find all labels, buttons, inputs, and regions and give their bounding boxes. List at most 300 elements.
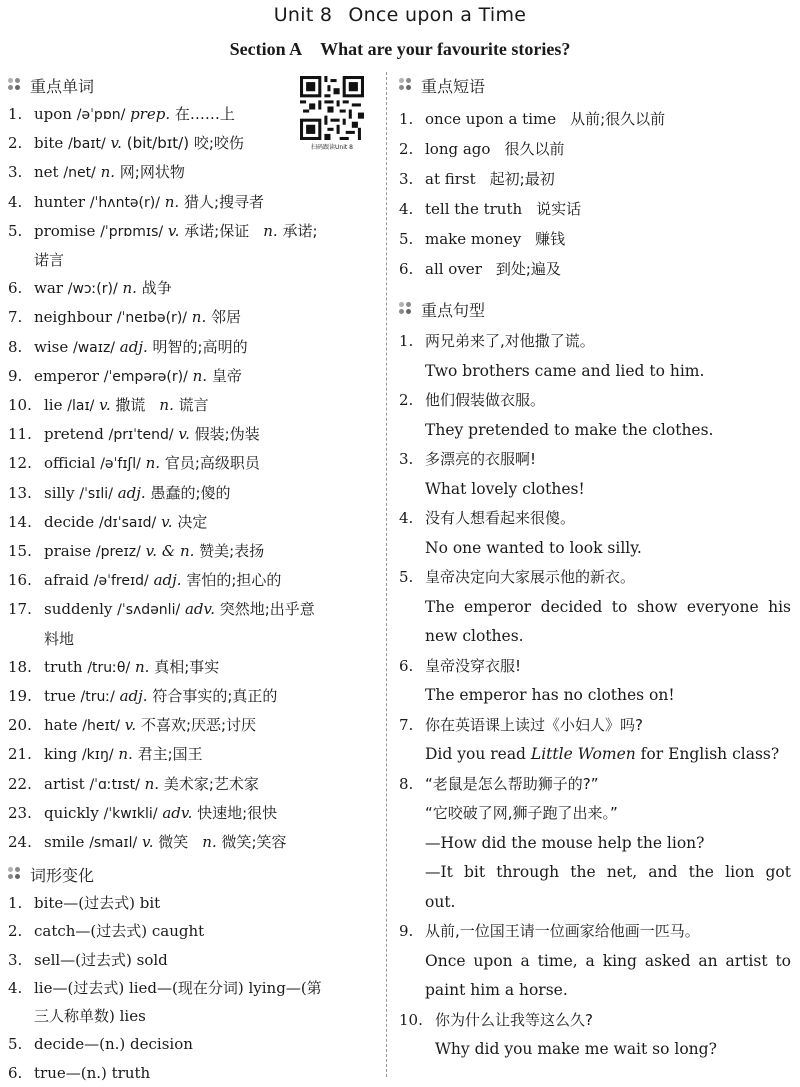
vocab-part-of-speech: adj.: [153, 571, 182, 590]
vocab-phonetic: /əˈfreɪd/: [93, 573, 149, 590]
vocab-entry: [44, 537, 380, 566]
vocab-part-of-speech: n.: [191, 308, 207, 327]
vocab-word: silly: [44, 483, 75, 502]
vocab-entry: [44, 740, 380, 769]
word-form-text: sell—(过去式) sold: [34, 950, 168, 969]
sentence-english: Why did you make me wait so long?: [435, 1040, 717, 1058]
vocab-part-of-speech: n.: [145, 454, 161, 473]
sentence-item: [399, 1006, 791, 1065]
sentence-chinese: 他们假装做衣服。: [425, 391, 546, 409]
phrase-english: tell the truth: [425, 200, 523, 218]
vocab-meaning: 战争: [141, 279, 172, 298]
sentence-chinese-row: [399, 1006, 791, 1036]
item-number: 6.: [8, 1063, 23, 1082]
vocab-entry: [44, 595, 380, 624]
vocab-word: afraid: [44, 571, 90, 590]
item-number: 9.: [399, 922, 414, 940]
item-number: 6.: [399, 260, 414, 278]
vocab-word: suddenly: [44, 600, 113, 619]
sentence-english: paint him a horse.: [425, 981, 568, 999]
section-dots-icon: [8, 78, 22, 92]
vocab-word: truth: [44, 657, 83, 676]
vocab-item: [8, 828, 380, 857]
vocab-entry: [44, 479, 380, 508]
vocab-entry: [34, 303, 380, 332]
phrase-chinese: 起初;最初: [489, 170, 555, 188]
vocab-entry: [44, 391, 380, 420]
vocab-part-of-speech: prep.: [130, 105, 171, 123]
vocab-item: [8, 129, 380, 158]
phrases-heading: 重点短语: [399, 70, 791, 100]
sentence-item: [399, 563, 791, 652]
vocab-word: hate: [44, 716, 78, 735]
vocab-entry: [44, 770, 380, 799]
vocab-entry: [44, 420, 380, 449]
vocab-part-of-speech: v.: [167, 221, 180, 240]
vocab-item: [8, 100, 380, 129]
phrase-entry: [425, 164, 791, 194]
item-number: 15.: [8, 542, 32, 561]
phrase-english: at first: [425, 170, 476, 188]
item-number: 10.: [8, 396, 32, 415]
sentence-chinese-row: [399, 327, 791, 357]
vocab-part-of-speech: n.: [134, 657, 150, 676]
vocab-item: [8, 740, 380, 769]
item-number: 3.: [399, 170, 414, 188]
vocab-part-of-speech: n.: [263, 221, 278, 240]
phrase-entry: [425, 224, 791, 254]
vocab-meaning: 符合事实的;真正的: [152, 687, 278, 706]
vocab-entry: [44, 653, 380, 682]
vocab-item: [8, 420, 380, 449]
vocab-entry: [34, 158, 380, 187]
phrase-chinese: 赚钱: [535, 230, 566, 248]
word-form-item: [8, 1059, 380, 1087]
vocab-phonetic: /wɔː(r)/: [67, 281, 118, 298]
vocab-phonetic: /ˈsɪli/: [79, 485, 113, 502]
vocab-entry: [44, 566, 380, 595]
phrase-chinese: 到处;遍及: [495, 260, 561, 278]
unit-number: Unit 8: [273, 4, 333, 26]
sentence-list: [399, 327, 791, 1065]
vocab-meaning: 决定: [177, 512, 208, 531]
word-form-item: [8, 946, 380, 974]
vocab-word: artist: [44, 774, 85, 793]
item-number: 2.: [8, 922, 23, 941]
vocab-item: [8, 566, 380, 595]
item-number: 11.: [8, 425, 32, 444]
word-form-text: catch—(过去式) caught: [34, 922, 205, 941]
vocab-entry: [44, 711, 380, 740]
phrase-entry: [425, 254, 791, 284]
item-number: 3.: [8, 163, 23, 182]
section-dots-icon: [399, 78, 413, 92]
word-form-continued: [8, 1002, 380, 1030]
vocab-item: [8, 682, 380, 711]
vocab-part-of-speech: n.: [159, 396, 174, 415]
vocab-item: [8, 303, 380, 332]
item-number: 24.: [8, 833, 32, 852]
vocab-word: true: [44, 687, 76, 706]
column-divider: [386, 72, 387, 1077]
item-number: 8.: [8, 337, 23, 356]
indent: [8, 246, 34, 274]
vocab-meaning: 害怕的;担心的: [186, 571, 282, 590]
vocab-phonetic: /ˈprɒmɪs/: [100, 223, 164, 240]
item-number: 1.: [399, 110, 414, 128]
vocab-meaning: 在……上: [174, 105, 235, 123]
item-number: 21.: [8, 745, 32, 764]
section-question: What are your favourite stories?: [320, 39, 571, 59]
vocab-phonetic: /smaɪl/: [89, 835, 138, 852]
item-number: 4.: [8, 192, 23, 211]
sentence-english: The emperor decided to show everyone his: [425, 597, 791, 616]
vocab-meaning: 诺言: [34, 251, 65, 270]
vocab-part-of-speech: v.: [110, 134, 122, 153]
unit-title: [0, 4, 800, 26]
item-number: 20.: [8, 716, 32, 735]
vocab-meaning: 微笑: [158, 833, 189, 852]
vocab-meaning: (bit/bɪt/) 咬;咬伤: [126, 134, 244, 153]
item-number: 17.: [8, 600, 32, 619]
sentence-chinese-row: [399, 386, 791, 416]
item-number: 7.: [399, 715, 414, 734]
vocab-item: [8, 362, 380, 391]
phrase-english: once upon a time: [425, 110, 557, 128]
phrase-item: [399, 194, 791, 224]
vocab-meaning: 官员;高级职员: [164, 454, 260, 473]
vocab-entry: [34, 362, 380, 391]
vocab-meaning: 真相;事实: [154, 657, 220, 676]
phrase-english: long ago: [425, 140, 491, 158]
vocab-part-of-speech: adj.: [119, 337, 148, 356]
sentence-chinese-row: [399, 504, 791, 534]
vocab-meaning: 承诺;: [282, 221, 318, 240]
word-form-item: [8, 974, 380, 1002]
vocab-meaning: 撒谎: [115, 396, 146, 415]
word-form-text: true—(n.) truth: [34, 1063, 151, 1082]
vocab-word: official: [44, 454, 96, 473]
vocab-phonetic: /ˈsʌdənli/: [117, 602, 181, 619]
sentence-item: [399, 917, 791, 1006]
vocab-part-of-speech: v.: [99, 396, 111, 415]
vocab-phonetic: /ˈneɪbə(r)/: [116, 310, 187, 327]
vocab-part-of-speech: v.: [142, 833, 154, 852]
vocab-meaning: 君主;国王: [137, 745, 203, 764]
vocab-meaning: 邻居: [211, 308, 242, 327]
sentence-item: [399, 711, 791, 770]
vocab-word: neighbour: [34, 308, 113, 327]
item-number: 13.: [8, 483, 32, 502]
phrase-list: [399, 104, 791, 284]
item-number: 4.: [399, 509, 414, 527]
vocab-part-of-speech: n.: [192, 366, 208, 385]
phrase-item: [399, 164, 791, 194]
vocab-phonetic: /baɪt/: [68, 136, 106, 153]
qr-caption: 扫码跟读Unit 8: [311, 144, 353, 151]
word-form-text: lie—(过去式) lied—(现在分词) lying—(第: [34, 978, 322, 997]
vocab-part-of-speech: v.: [124, 716, 137, 735]
vocab-item: [8, 711, 380, 740]
sentence-chinese-row: [399, 917, 791, 947]
sentence-chinese: “老鼠是怎么帮助狮子的?”: [425, 774, 599, 793]
vocab-item: [8, 770, 380, 799]
item-number: 16.: [8, 571, 32, 590]
sentence-chinese-row: [399, 770, 791, 800]
sentence-english: The emperor has no clothes on!: [425, 686, 675, 704]
item-number: 2.: [8, 134, 23, 153]
vocab-heading: 重点单词: [8, 70, 380, 100]
sentence-item: [399, 504, 791, 563]
word-form-item: [8, 889, 380, 917]
vocab-word: emperor: [34, 366, 99, 385]
vocab-phonetic: /preɪz/: [95, 544, 141, 561]
vocab-word: pretend: [44, 425, 104, 444]
vocab-meaning: 承诺;保证: [184, 221, 250, 240]
item-number: 2.: [399, 140, 414, 158]
vocab-part-of-speech: adv.: [184, 600, 215, 619]
item-number: 19.: [8, 687, 32, 706]
section-dots-icon: [8, 867, 22, 881]
phrase-item: [399, 134, 791, 164]
vocab-phonetic: /truːθ/: [87, 659, 131, 676]
vocab-item: [8, 274, 380, 303]
vocab-meaning: 快速地;很快: [197, 803, 278, 822]
item-number: 18.: [8, 657, 32, 676]
vocab-phonetic: /laɪ/: [67, 398, 95, 415]
vocab-phonetic: /ˈɑːtɪst/: [89, 776, 140, 793]
vocab-entry: [34, 217, 380, 246]
item-number: 6.: [399, 656, 414, 675]
vocab-meaning: 微笑;笑容: [221, 833, 287, 852]
indent: [8, 1002, 34, 1030]
right-column: [399, 70, 791, 1065]
sentence-english: [399, 740, 791, 770]
vocab-word: upon: [34, 105, 72, 123]
sentence-english: Two brothers came and lied to him.: [425, 361, 705, 380]
vocab-item: [8, 217, 380, 246]
vocab-phonetic: /net/: [63, 165, 96, 182]
sentence-item: [399, 770, 791, 918]
unit-name: Once upon a Time: [348, 4, 527, 26]
vocab-word: wise: [34, 337, 69, 356]
vocab-item-continued: [8, 246, 380, 274]
item-number: 1.: [399, 332, 414, 350]
vocab-word: bite: [34, 134, 64, 153]
sentence-chinese: 皇帝没穿衣服!: [425, 656, 522, 675]
phrase-entry: [425, 194, 791, 224]
word-form-item: [8, 917, 380, 945]
vocab-meaning: 美术家;艺术家: [163, 774, 259, 793]
section-dots-icon: [399, 302, 413, 316]
sentence-chinese-row: [399, 711, 791, 741]
vocab-word: praise: [44, 542, 92, 561]
word-form-text: 三人称单数) lies: [34, 1007, 146, 1026]
sentence-item: [399, 445, 791, 504]
sentence-chinese-row: [399, 563, 791, 593]
sentence-english: new clothes.: [425, 627, 524, 645]
indent: [8, 625, 44, 653]
phrase-entry: [425, 104, 791, 134]
sentence-english-part: Did you read: [425, 745, 531, 763]
vocab-item: [8, 508, 380, 537]
vocab-item: [8, 449, 380, 478]
vocab-item: [8, 653, 380, 682]
vocab-entry: [34, 188, 380, 217]
vocab-item: [8, 479, 380, 508]
vocab-word: decide: [44, 512, 95, 531]
vocab-phonetic: /ˈempərə(r)/: [103, 368, 188, 385]
vocab-phonetic: /kɪŋ/: [81, 747, 114, 764]
sentence-item: [399, 386, 791, 445]
vocab-word: war: [34, 279, 63, 298]
sentence-item: [399, 327, 791, 386]
item-number: 3.: [8, 950, 23, 969]
vocab-list: [8, 100, 380, 857]
item-number: 22.: [8, 774, 32, 793]
phrase-entry: [425, 134, 791, 164]
vocab-word: smile: [44, 833, 85, 852]
vocab-word: lie: [44, 396, 63, 415]
sentence-english: No one wanted to look silly.: [425, 538, 642, 557]
vocab-part-of-speech: v.: [161, 512, 173, 531]
vocab-entry: [34, 129, 380, 158]
vocab-meaning: 赞美;表扬: [199, 542, 265, 561]
vocab-entry: [44, 508, 380, 537]
vocab-item: [8, 188, 380, 217]
vocab-meaning: 突然地;出乎意: [219, 600, 315, 619]
item-number: 4.: [399, 200, 414, 218]
section-title: [0, 39, 800, 60]
item-number: 3.: [399, 450, 414, 468]
word-form-item: [8, 1030, 380, 1058]
phrase-chinese: 说实话: [536, 200, 582, 218]
vocab-word: net: [34, 163, 59, 182]
vocab-meaning: 明智的;高明的: [152, 337, 248, 356]
left-column: [8, 70, 380, 1087]
vocab-meaning: 不喜欢;厌恶;讨厌: [140, 716, 257, 735]
vocab-entry: [44, 682, 380, 711]
phrase-chinese: 从前;很久以前: [570, 110, 666, 128]
sentence-english: —How did the mouse help the lion?: [425, 833, 705, 852]
vocab-entry: [34, 100, 380, 129]
vocab-part-of-speech: n.: [202, 833, 217, 852]
sentence-english: They pretended to make the clothes.: [425, 420, 714, 439]
phrase-item: [399, 224, 791, 254]
sentence-item: [399, 652, 791, 711]
sentences-heading: 重点句型: [399, 294, 791, 324]
vocab-meaning: 谎言: [178, 396, 209, 415]
item-number: 5.: [8, 1035, 23, 1054]
item-number: 14.: [8, 512, 32, 531]
vocab-part-of-speech: n.: [100, 163, 115, 182]
forms-heading: 词形变化: [8, 859, 380, 889]
vocab-phonetic: /ˈkwɪkli/: [103, 805, 158, 822]
sentence-chinese: “它咬破了网,狮子跑了出来。”: [425, 804, 618, 822]
item-number: 5.: [399, 568, 414, 586]
vocab-meaning: 网;网状物: [119, 163, 185, 182]
item-number: 12.: [8, 454, 32, 473]
item-number: 1.: [8, 105, 23, 123]
vocab-entry: [44, 449, 380, 478]
vocab-part-of-speech: adj.: [119, 687, 148, 706]
vocab-item: [8, 158, 380, 187]
sentence-english: What lovely clothes!: [425, 479, 585, 498]
vocab-part-of-speech: n.: [164, 192, 180, 211]
item-number: 7.: [8, 308, 23, 327]
vocab-phonetic: /əˈfɪʃl/: [100, 456, 141, 473]
vocab-item: [8, 333, 380, 362]
word-form-text: bite—(过去式) bit: [34, 894, 161, 913]
vocab-part-of-speech: adv.: [162, 803, 193, 822]
vocab-meaning: 猎人;搜寻者: [183, 192, 265, 211]
vocab-part-of-speech: adj.: [117, 483, 146, 502]
vocab-phonetic: /ˈhʌntə(r)/: [89, 194, 160, 211]
vocab-entry: [34, 333, 380, 362]
vocab-meaning: 皇帝: [211, 366, 242, 385]
vocab-word: promise: [34, 221, 96, 240]
vocab-word: quickly: [44, 803, 99, 822]
sentence-english: Once upon a time, a king asked an artist to: [425, 951, 791, 970]
vocab-phonetic: /əˈpɒn/: [76, 107, 126, 123]
vocab-meaning: 愚蠢的;傻的: [150, 483, 231, 502]
vocab-phonetic: /waɪz/: [73, 339, 116, 356]
sentence-chinese: 皇帝决定向大家展示他的新衣。: [425, 568, 636, 586]
vocab-part-of-speech: v. & n.: [145, 542, 195, 561]
forms-list: [8, 889, 380, 1086]
sentence-chinese: 你为什么让我等这么久?: [435, 1010, 593, 1029]
sentence-english: —It bit through the net, and the lion got: [425, 863, 791, 881]
sentence-english-part: for English class?: [635, 745, 780, 763]
phrase-english: make money: [425, 230, 522, 248]
phrase-item: [399, 104, 791, 134]
vocab-item: [8, 391, 380, 420]
vocab-meaning: 假装;伪装: [194, 425, 260, 444]
vocab-phonetic: /prɪˈtend/: [108, 427, 174, 444]
phrase-english: all over: [425, 260, 482, 278]
vocab-part-of-speech: n.: [118, 745, 133, 764]
sentence-chinese: 多漂亮的衣服啊!: [425, 450, 537, 468]
vocab-part-of-speech: n.: [122, 279, 137, 298]
item-number: 2.: [399, 391, 414, 409]
item-number: 5.: [8, 221, 23, 240]
book-title: Little Women: [530, 745, 636, 763]
vocab-entry: [44, 799, 380, 828]
vocab-entry: [34, 274, 380, 303]
word-form-text: decide—(n.) decision: [34, 1035, 193, 1054]
phrase-chinese: 很久以前: [504, 140, 565, 158]
sentence-chinese-row: [399, 445, 791, 475]
vocab-word: king: [44, 745, 78, 764]
sentence-chinese: 从前,一位国王请一位画家给他画一匹马。: [425, 922, 700, 940]
vocab-phonetic: /heɪt/: [82, 718, 120, 735]
vocab-part-of-speech: n.: [144, 774, 160, 793]
item-number: 5.: [399, 230, 414, 248]
item-number: 8.: [399, 774, 414, 793]
phrase-item: [399, 254, 791, 284]
sentence-chinese: 你在英语课上读过《小妇人》吗?: [425, 715, 643, 734]
vocab-item: [8, 537, 380, 566]
vocab-item: [8, 595, 380, 624]
item-number: 4.: [8, 978, 23, 997]
vocab-part-of-speech: v.: [178, 425, 190, 444]
sentence-chinese-row: [399, 652, 791, 682]
vocab-meaning: 料地: [44, 629, 75, 648]
item-number: 6.: [8, 279, 23, 298]
sentence-english: out.: [425, 892, 456, 911]
item-number: 10.: [399, 1010, 423, 1029]
item-number: 1.: [8, 894, 23, 913]
